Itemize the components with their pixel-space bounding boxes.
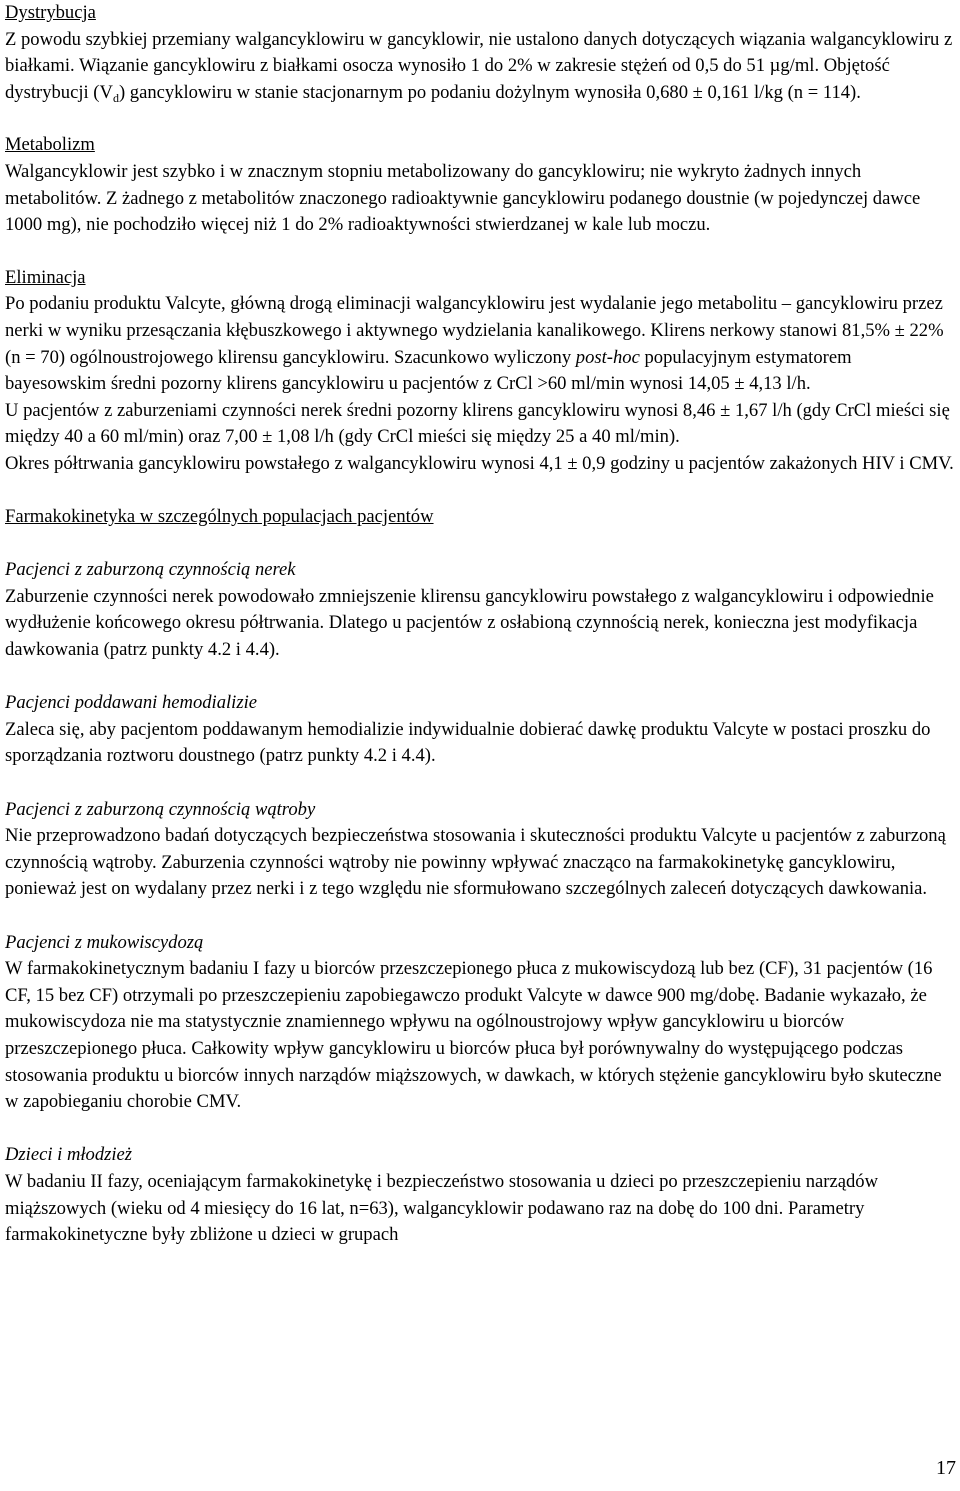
section-metabolizm xyxy=(5,132,955,238)
heading-watroba: Pacjenci z zaburzoną czynnością wątroby xyxy=(5,798,316,820)
section-mukowiscydoza xyxy=(5,930,955,1116)
section-farmakokinetyka xyxy=(5,504,955,531)
paragraph-eliminacja-3: Okres półtrwania gancyklowiru powstałego z walgancyklowiru wynosi 4,1 ± 0,9 godziny u pacjentów zakażonych HIV i CMV. xyxy=(5,452,954,474)
section-dystrybucja xyxy=(5,0,955,106)
section-watroba xyxy=(5,797,955,903)
paragraph-watroba: Nie przeprowadzono badań dotyczących bezpieczeństwa stosowania i skuteczności produktu Valcyte u pacjentów z zaburzoną czynnością wątroby. Zaburzenia czynności wątroby nie powinny wpływać znacząco na farmakokinetykę gancyklowiru, ponieważ jest on wydalany przez nerki i z tego względu nie sformułowano szczególnych zaleceń dotyczących dawkowania. xyxy=(5,825,946,900)
paragraph-hemodializa: Zaleca się, aby pacjentom poddawanym hemodializie indywidualnie dobierać dawkę produktu Valcyte w postaci proszku do sporządzania roztworu doustnego (patrz punkty 4.2 i 4.4). xyxy=(5,718,931,767)
paragraph-eliminacja-2: U pacjentów z zaburzeniami czynności nerek średni pozorny klirens gancyklowiru wynosi 8,46 ± 1,67 l/h (gdy CrCl mieści się między 40 a 60 ml/min) oraz 7,00 ± 1,08 l/h (gdy CrCl mieści się między 25 a 40 ml/min). xyxy=(5,399,950,448)
heading-nerki: Pacjenci z zaburzoną czynnością nerek xyxy=(5,559,296,581)
paragraph-eliminacja-1 xyxy=(5,291,955,397)
heading-dystrybucja: Dystrybucja xyxy=(5,2,96,23)
vd-subscript: d xyxy=(112,90,119,105)
heading-metabolizm: Metabolizm xyxy=(5,134,95,156)
document-page xyxy=(5,0,955,1249)
section-eliminacja xyxy=(5,265,955,478)
heading-dzieci: Dzieci i młodzież xyxy=(5,1144,133,1166)
section-hemodializa xyxy=(5,690,955,770)
eliminacja-text-b: populacyjnym estymatorem bayesowskim średni pozorny klirens gancyklowiru u pacjentów z CrCl >60 ml/min wynosi 14,05 ± 4,13 l/h. xyxy=(5,346,852,395)
page-number: 17 xyxy=(936,1457,956,1479)
dystrybucja-text-a: Z powodu szybkiej przemiany walgancyklowiru w gancyklowir, nie ustalono danych dotyczących wiązania walgancyklowiru z białkami. Wiązanie gancyklowiru z białkami osocza wynosiło 1 do 2% w zakresie stężeń od 0,5 do 51 µg/ml. Objętość dystrybucji (V xyxy=(5,28,953,103)
eliminacja-italic-term: post-hoc xyxy=(575,346,640,368)
eliminacja-text-a: Po podaniu produktu Valcyte, główną drogą eliminacji walgancyklowiru jest wydalanie jego metabolitu – gancyklowiru przez nerki w wyniku przesączania kłębuszkowego i aktywnego wydzielania kanalikowego. Klirens nerkowy stanowi 81,5% ± 22% (n = 70) ogólnoustrojowego klirensu gancyklowiru. Szacunkowo wyliczony xyxy=(5,293,944,368)
paragraph-metabolizm: Walgancyklowir jest szybko i w znacznym stopniu metabolizowany do gancyklowiru; nie wykryto żadnych innych metabolitów. Z żadnego z metabolitów znaczonego radioaktywnie gancyklowiru podanego doustnie (w pojedynczej dawce 1000 mg), nie pochodziło więcej niż 1 do 2% radioaktywności stwierdzanej w kale lub moczu. xyxy=(5,160,921,236)
paragraph-dzieci: W badaniu II fazy, oceniającym farmakokinetykę i bezpieczeństwo stosowania u dzieci po przeszczepieniu narządów miąższowych (wieku od 4 miesięcy do 16 lat, n=63), walgancyklowir podawano raz na dobę do 100 dni. Parametry farmakokinetyczne były zbliżone u dzieci w grupach xyxy=(5,1170,878,1246)
heading-eliminacja: Eliminacja xyxy=(5,266,86,288)
section-dzieci xyxy=(5,1142,955,1248)
paragraph-dystrybucja xyxy=(5,27,955,107)
heading-farmakokinetyka: Farmakokinetyka w szczególnych populacjach pacjentów xyxy=(5,506,434,528)
dystrybucja-text-b: ) gancyklowiru w stanie stacjonarnym po podaniu dożylnym wynosiła 0,680 ± 0,161 l/kg (n = 114). xyxy=(118,81,861,103)
heading-hemodializa: Pacjenci poddawani hemodializie xyxy=(5,692,258,714)
section-nerki xyxy=(5,557,955,663)
paragraph-nerki: Zaburzenie czynności nerek powodowało zmniejszenie klirensu gancyklowiru powstałego z walgancyklowiru i odpowiednie wydłużenie końcowego okresu półtrwania. Dlatego u pacjentów z osłabioną czynnością nerek, konieczna jest modyfikacja dawkowania (patrz punkty 4.2 i 4.4). xyxy=(5,585,934,661)
heading-mukowiscydoza: Pacjenci z mukowiscydozą xyxy=(5,931,204,953)
paragraph-mukowiscydoza: W farmakokinetycznym badaniu I fazy u biorców przeszczepionego płuca z mukowiscydozą lub bez (CF), 31 pacjentów (16 CF, 15 bez CF) otrzymali po przeszczepieniu zapobiegawczo produkt Valcyte w dawce 900 mg/dobę. Badanie wykazało, że mukowiscydoza nie ma statystycznie znamiennego wpływu na ogólnoustrojowy wpływ gancyklowiru u biorców przeszczepionego płuca. Całkowity wpływ gancyklowiru u biorców płuca był porównywalny do występującego podczas stosowania produktu u biorców innych narządów miąższowych, w dawkach, w których stężenie gancyklowiru było skuteczne w zapobieganiu chorobie CMV. xyxy=(5,958,942,1113)
